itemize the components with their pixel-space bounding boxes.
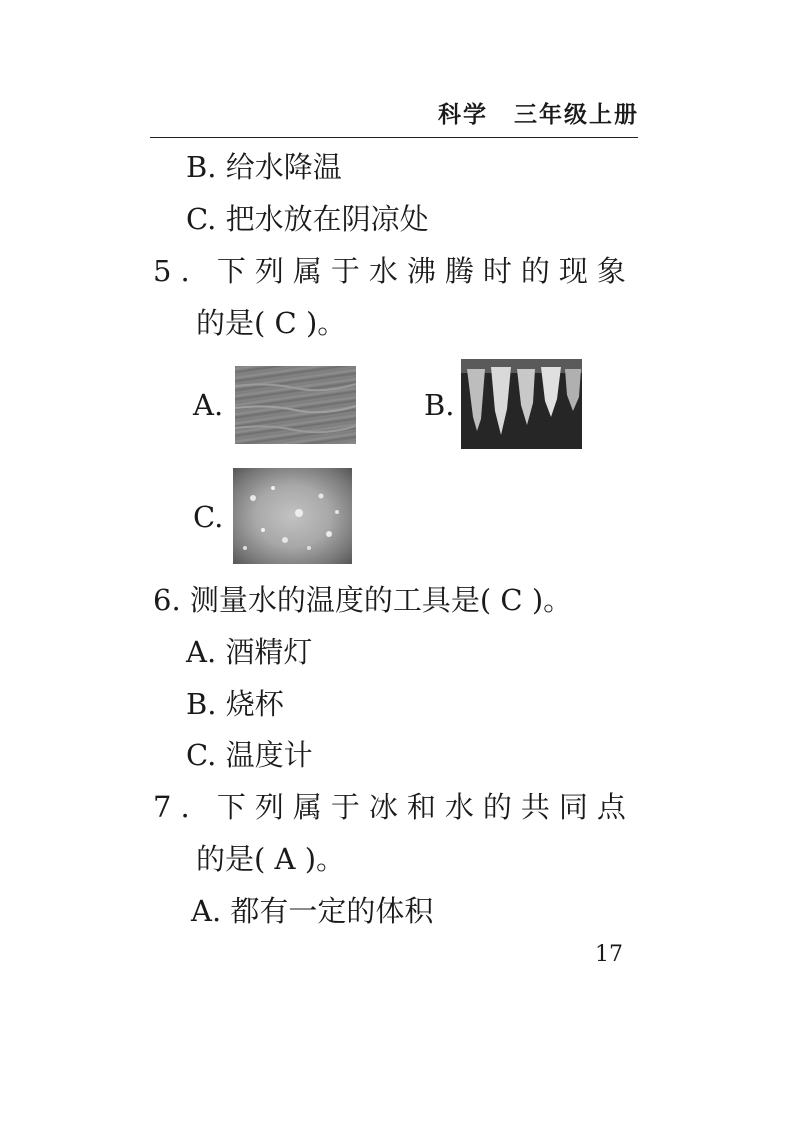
q5-stem-line1: 5. 下列属于水沸腾时的现象 [153, 254, 635, 288]
header-rule [150, 137, 638, 138]
q6-option-c: C. 温度计 [186, 738, 313, 772]
q4-option-c: C. 把水放在阴凉处 [186, 202, 429, 236]
q6-option-b: B. 烧杯 [186, 687, 284, 721]
q7-stem-line1: 7. 下列属于冰和水的共同点 [153, 790, 635, 824]
q7-stem-line2: 的是( A )。 [196, 842, 346, 876]
running-header [438, 96, 639, 129]
header-subject: 科学 [438, 102, 488, 128]
q4-option-b: B. 给水降温 [186, 150, 342, 184]
q6-stem: 6. 测量水的温度的工具是( C )。 [153, 583, 573, 617]
q5-option-b-image-icicles [461, 359, 582, 449]
q5-stem-line2: 的是( C )。 [196, 306, 347, 340]
q7-option-a: A. 都有一定的体积 [191, 894, 434, 928]
q6-option-a: A. 酒精灯 [186, 635, 313, 669]
icicles-image [461, 359, 582, 449]
q5-option-b-label: B. [424, 388, 455, 422]
q5-option-c-image-boiling-water [233, 468, 352, 564]
page-number: 17 [595, 942, 623, 967]
boiling-bubbles-image [233, 468, 352, 564]
q5-option-c-label: C. [193, 500, 224, 534]
water-surface-image [235, 366, 356, 444]
header-grade: 三年级上册 [514, 102, 639, 128]
q5-option-a-image-still-water [235, 366, 356, 444]
q5-option-a-label: A. [193, 388, 224, 422]
